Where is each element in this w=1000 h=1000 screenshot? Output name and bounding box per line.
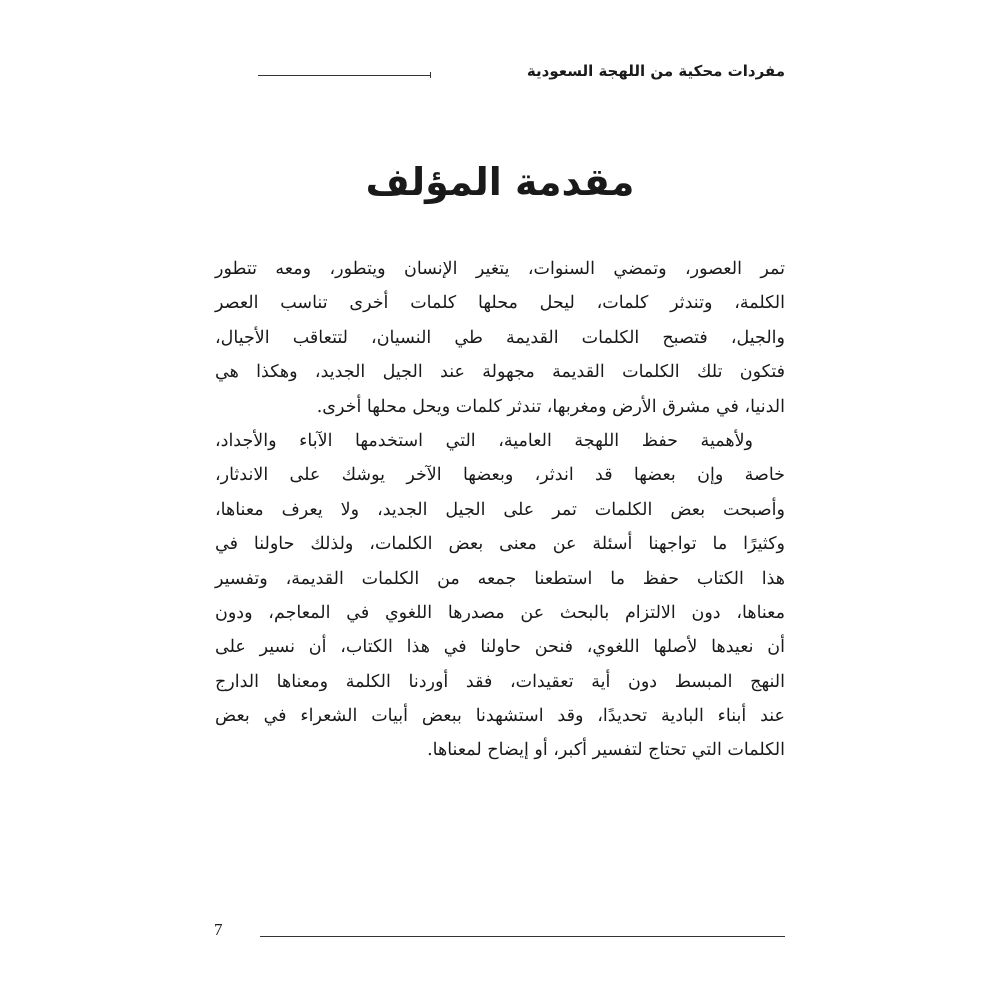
paragraph-line: وأصبحت بعض الكلمات تمر على الجيل الجديد، ولا يعرف معناها، <box>215 499 785 520</box>
paragraph-line: عند أبناء البادية تحديدًا، وقد استشهدنا ببعض أبيات الشعراء في بعض <box>215 706 785 727</box>
header-rule-tick <box>430 72 431 78</box>
paragraph-line: والجيل، فتصبح الكلمات القديمة طي النسيان، لتتعاقب الأجيال، <box>215 327 785 348</box>
page-number: 7 <box>214 920 223 939</box>
paragraph-line: وكثيرًا ما تواجهنا أسئلة عن معنى بعض الكلمات، ولذلك حاولنا في <box>215 534 785 555</box>
paragraph-line: تمر العصور، وتمضي السنوات، يتغير الإنسان ويتطور، ومعه تتطور <box>215 259 785 279</box>
paragraph-line: الكلمة، وتندثر كلمات، ليحل محلها كلمات أخرى تناسب العصر <box>215 293 785 314</box>
paragraph-line: الكلمات التي تحتاج لتفسير أكبر، أو إيضاح لمعناها. <box>427 740 785 761</box>
paragraph-line: هذا الكتاب حفظ ما استطعنا جمعه من الكلمات القديمة، وتفسير <box>215 568 785 589</box>
paragraph-line: أن نعيدها لأصلها اللغوي، فنحن حاولنا في هذا الكتاب، أن نسير على <box>215 637 785 658</box>
running-title: مفردات محكية من اللهجة السعودية <box>526 62 785 80</box>
header-rule <box>258 75 430 76</box>
paragraph-line: معناها، دون الالتزام بالبحث عن مصدرها اللغوي في المعاجم، ودون <box>215 602 785 623</box>
paragraph-line: فتكون تلك الكلمات القديمة مجهولة عند الجيل الجديد، وهكذا هي <box>215 362 785 383</box>
paragraph-line: خاصة وإن بعضها قد اندثر، وبعضها الآخر يوشك على الاندثار، <box>215 465 785 486</box>
footer-rule <box>260 936 785 937</box>
running-header <box>258 62 785 88</box>
chapter-title: مقدمة المؤلف <box>365 160 635 204</box>
paragraph-line: النهج المبسط دون أية تعقيدات، فقد أوردنا الكلمة ومعناها الدارج <box>215 671 785 692</box>
paragraph-line: ولأهمية حفظ اللهجة العامية، التي استخدمها الآباء والأجداد، <box>215 430 753 451</box>
body-text <box>215 252 785 768</box>
paragraph-line: الدنيا، في مشرق الأرض ومغربها، تندثر كلمات ويحل محلها أخرى. <box>316 396 785 417</box>
